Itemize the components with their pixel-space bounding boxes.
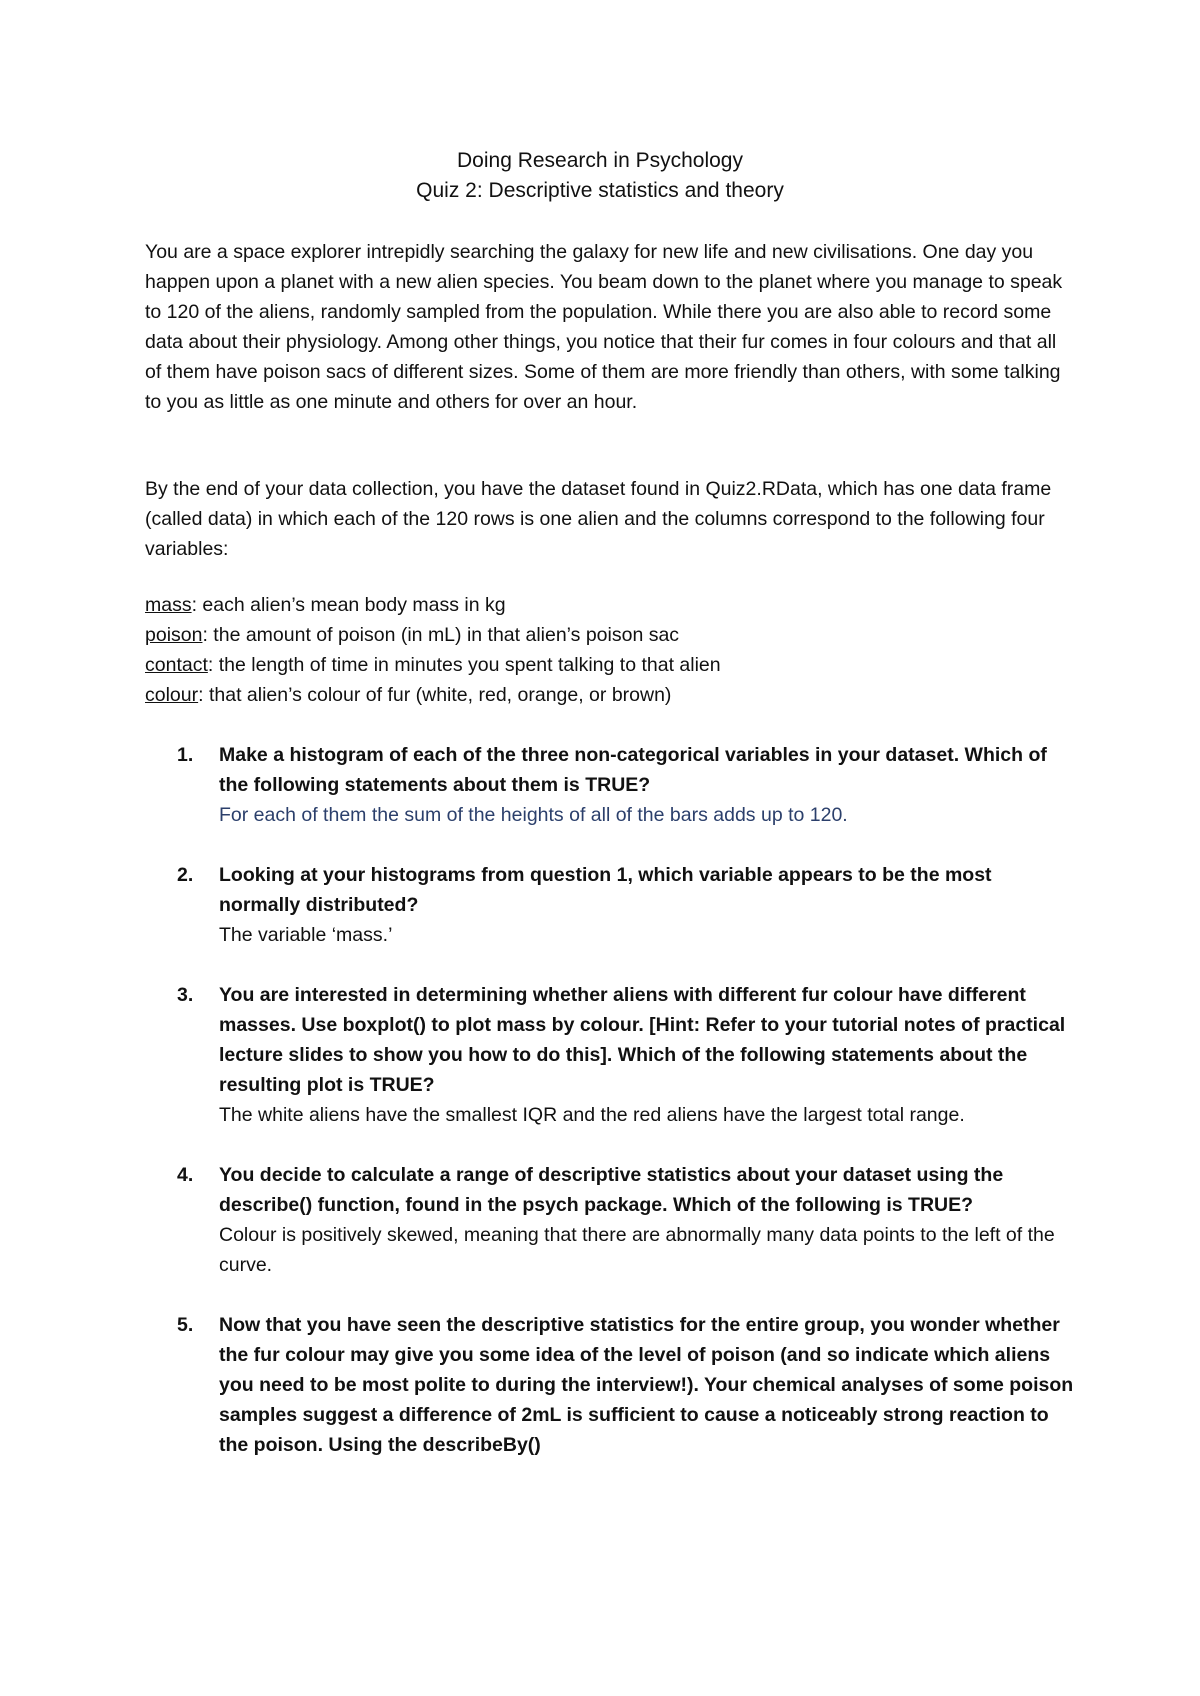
collection-text: By the end of your data collection, you have the dataset found in Quiz2.RData, which has one data frame (called data) in which each of the 120 rows is one alien and the columns correspond to the following four variables: [145, 478, 1052, 560]
question-1 [177, 740, 1077, 830]
question-answer: Colour is positively skewed, meaning that there are abnormally many data points to the left of the curve. [219, 1224, 1055, 1276]
intro-text: You are a space explorer intrepidly searching the galaxy for new life and new civilisations. One day you happen upon a planet with a new alien species. You beam down to the planet where you manage to speak to 120 of the aliens, randomly sampled from the population. While there you are also able to record some data about their physiology. Among other things, you notice that their fur comes in four colours and that all of them have poison sacs of different sizes. Some of them are more friendly than others, with some talking to you as little as one minute and others for over an hour. [145, 241, 1063, 413]
variable-list [145, 590, 1065, 710]
question-answer: The white aliens have the smallest IQR and the red aliens have the largest total range. [219, 1104, 965, 1126]
variable-name: colour [145, 684, 199, 706]
question-text: You are interested in determining whether aliens with different fur colour have different masses. Use boxplot() to plot mass by colour. [Hint: Refer to your tutorial notes of practical lecture slides to show you how to do this]. Which of the following statements about the resulting plot is TRUE? [219, 984, 1066, 1096]
question-number: 2. [177, 864, 194, 886]
variable-name: poison [145, 624, 203, 646]
question-text: Make a histogram of each of the three non-categorical variables in your dataset. Which of the following statements about them is TRUE? [219, 744, 1047, 796]
title-line-1: Doing Research in Psychology [457, 149, 743, 172]
question-number: 4. [177, 1164, 194, 1186]
question-text: Now that you have seen the descriptive statistics for the entire group, you wonder whether the fur colour may give you some idea of the level of poison (and so indicate which aliens you need to be most polite to during the interview!). Your chemical analyses of some poison samples suggest a difference of 2mL is sufficient to cause a noticeably strong reaction to the poison. Using the describeBy() [219, 1314, 1074, 1456]
question-text: You decide to calculate a range of descriptive statistics about your dataset using the describe() function, found in the psych package. Which of the following is TRUE? [219, 1164, 1004, 1216]
question-number: 5. [177, 1314, 194, 1336]
question-3 [177, 980, 1077, 1130]
variable-mass [145, 590, 1065, 620]
question-text: Looking at your histograms from question 1, which variable appears to be the most normally distributed? [219, 864, 992, 916]
question-4 [177, 1160, 1077, 1280]
question-number: 3. [177, 984, 194, 1006]
question-answer: For each of them the sum of the heights of all of the bars adds up to 120. [219, 804, 848, 826]
variable-description: : the amount of poison (in mL) in that alien’s poison sac [202, 624, 680, 646]
question-list [177, 740, 1077, 1490]
document-title [0, 146, 1200, 206]
variable-description: : that alien’s colour of fur (white, red, orange, or brown) [198, 684, 672, 706]
variable-poison [145, 620, 1065, 650]
question-5 [177, 1310, 1077, 1460]
variable-contact [145, 650, 1065, 680]
variable-description: : each alien’s mean body mass in kg [191, 594, 506, 616]
variable-name: contact [145, 654, 208, 676]
variable-description: : the length of time in minutes you spent talking to that alien [207, 654, 721, 676]
variable-colour [145, 680, 1065, 710]
title-line-2: Quiz 2: Descriptive statistics and theory [416, 179, 784, 202]
variable-name: mass [145, 594, 192, 616]
question-answer: The variable ‘mass.’ [219, 924, 393, 946]
question-number: 1. [177, 744, 194, 766]
intro-paragraph [145, 237, 1065, 417]
question-2 [177, 860, 1077, 950]
collection-paragraph [145, 474, 1065, 564]
